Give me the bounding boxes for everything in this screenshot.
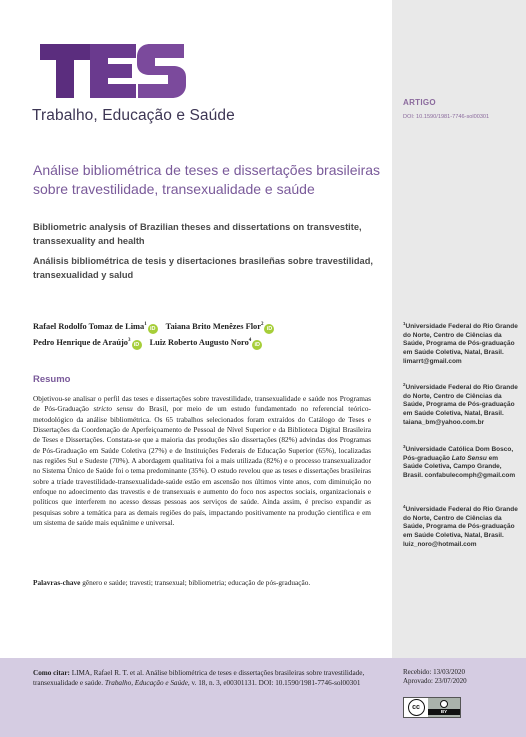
author: Pedro Henrique de Araújo$^3$ <box>33 337 131 347</box>
title-portuguese: Análise bibliométrica de teses e dissertações brasileiras sobre travestilidade, transexualidade e saúde <box>33 162 381 197</box>
abstract-heading: Resumo <box>33 374 71 385</box>
orcid-icon[interactable]: iD <box>148 324 158 334</box>
author: Rafael Rodolfo Tomaz de Lima$^1$ <box>33 321 147 331</box>
creative-commons-icon: cc <box>408 699 425 716</box>
orcid-icon[interactable]: iD <box>264 324 274 334</box>
keywords-label: Palavras-chave <box>33 578 81 587</box>
tes-logo <box>38 40 188 100</box>
author: Luiz Roberto Augusto Noro$^4$ <box>149 337 252 347</box>
affiliation-1: $^1$Universidade Federal do Rio Grande do Norte, Centro de Ciências da Saúde, Programa de Pós-graduação em Saúde Coletiva, Natal, Brasil. limarrt@gmail.com <box>403 321 518 365</box>
logo-letter-s <box>137 44 186 98</box>
article-type-label: ARTIGO <box>403 98 436 107</box>
received-date: Recebido: 13/03/2020 <box>403 668 466 676</box>
dates <box>403 668 467 687</box>
title-spanish: Análisis bibliométrica de tesis y disertaciones brasileñas sobre travestilidad, transexualidad y salud <box>33 256 373 280</box>
title-english: Bibliometric analysis of Brazilian theses and dissertations on transvestite, transsexuality and health <box>33 222 362 246</box>
orcid-icon[interactable]: iD <box>252 340 262 350</box>
doi-label[interactable]: DOI: 10.1590/1981-7746-sol00301 <box>403 114 490 120</box>
logo-letter-t <box>40 44 90 98</box>
by-label: BY <box>428 709 460 715</box>
right-sidebar <box>392 0 526 737</box>
author-list <box>33 318 393 350</box>
logo-letter-e <box>90 44 136 98</box>
keywords: Palavras-chave gênero e saúde; travesti; transexual; bibliometria; educação de pós-graduação. <box>33 578 311 587</box>
author: Taiana Brito Menêzes Flor$^2$ <box>165 321 264 331</box>
approved-date: Aprovado: 23/07/2020 <box>403 677 467 686</box>
cc-by-license-badge[interactable] <box>403 697 461 718</box>
orcid-icon[interactable]: iD <box>132 340 142 350</box>
citation-label: Como citar: <box>33 669 70 677</box>
affiliation-2: $^2$Universidade Federal do Rio Grande do Norte, Centro de Ciências da Saúde, Programa de Pós-graduação em Saúde Coletiva, Natal, Brasil. taiana_bm@yahoo.com.br <box>403 382 518 426</box>
affiliation-4: $^4$Universidade Federal do Rio Grande do Norte, Centro de Ciências da Saúde, Programa de Pós-graduação em Saúde Coletiva, Natal, Brasil. luiz_noro@hotmail.com <box>403 504 518 548</box>
citation: Como citar: LIMA, Rafael R. T. et al. Análise bibliométrica de teses e dissertações brasileiras sobre travestilidade, transexualidade e saúde. Trabalho, Educação e Saúde, v. 18, n. 3, e00301131. DOI: 10.1590/1981-7746-sol00301 <box>33 669 365 688</box>
affiliation-3: $^3$Universidade Católica Dom Bosco, Pós-graduação Lato Sensu em Saúde Coletiva, Campo Grande, Brasil. confabulecomph@gmail.com <box>403 444 516 479</box>
attribution-icon <box>440 700 448 708</box>
journal-name: Trabalho, Educação e Saúde <box>32 107 235 124</box>
abstract-body: Objetivou-se analisar o perfil das teses e dissertações sobre travestilidade, transexualidade e saúde nos Programas de Pós-Graduação stricto sensu do Brasil, por meio de um estudo fundamentado no referencial teórico-metodológico da análise bibliométrica. Os 65 trabalhos selecionados foram extraídos do Catálogo de Teses e Dissertações da Coordenação de Aperfeiçoamento de Pessoal de Nível Superior e da Biblioteca Digital Brasileira de Teses e Dissertações. Constata-se que a maioria das produções são dissertações (82%) advindas dos Programas de Pós-Graduação em Saúde Coletiva (27%) e de Instituições Federais de Educação Superior (65%), localizadas nas regiões Sul e Sudeste (70%). A abordagem qualitativa foi a mais utilizada (82%) e o processo transexualizador no Sistema Único de Saúde foi o tema predominante (35%). O estudo revelou que as teses e dissertações brasileiras sobre a tríade travestilidade-transexualidade-saúde estão em ascensão nos últimos vinte anos, com diminuição no enfoque no adoecimento das travestis e de transexuais e aumento do foco nos aspectos sociais, organizacionais e políticos que interferem no acesso dessas pessoas aos serviços de saúde. Ainda assim, é preciso expandir as pesquisas sobre a temática para as demais regiões do país, impactando positivamente na produção científica e em um sistema de saúde mais equânime e universal. <box>33 394 371 528</box>
